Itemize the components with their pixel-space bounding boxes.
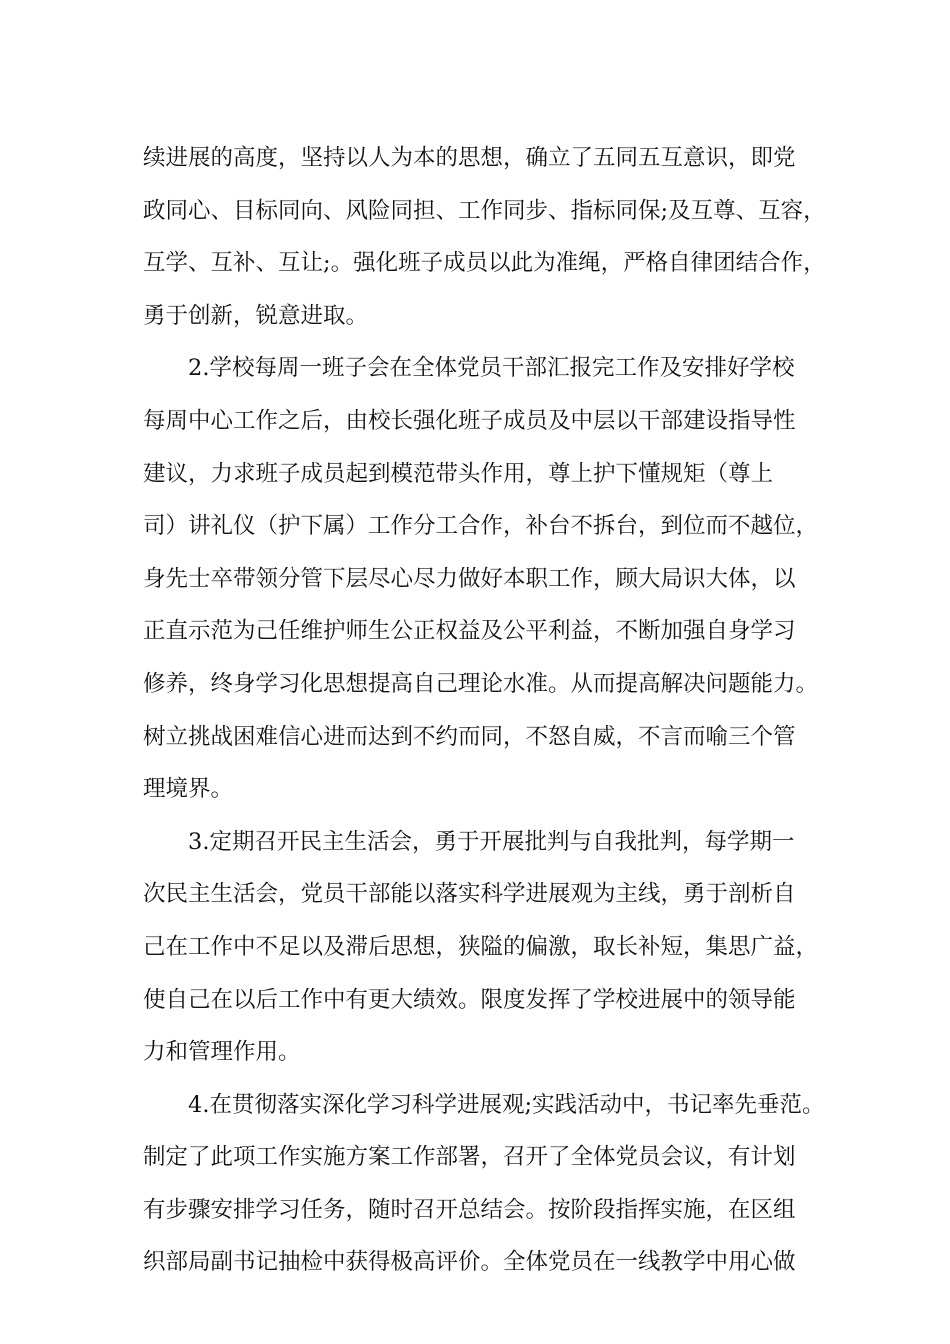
text-line: 力和管理作用。 xyxy=(143,1039,301,1066)
paragraph-3-first-line: 3.定期召开民主生活会，勇于开展批判与自我批判，每学期一 xyxy=(188,828,795,855)
text-line: 正直示范为己任维护师生公正权益及公平利益，不断加强自身学习 xyxy=(143,618,796,645)
text-line: 每周中心工作之后，由校长强化班子成员及中层以干部建设指导性 xyxy=(143,407,796,434)
text-line: 续进展的高度，坚持以人为本的思想，确立了五同五互意识，即党 xyxy=(143,145,796,171)
text-line: 互学、互补、互让;。强化班子成员以此为准绳，严格自律团结合作， xyxy=(143,250,826,277)
text-line: 司）讲礼仪（护下属）工作分工合作，补台不拆台，到位而不越位， xyxy=(143,513,819,540)
text-line: 政同心、目标同向、风险同担、工作同步、指标同保;及互尊、互容， xyxy=(143,197,826,224)
paragraph-2-first-line: 2.学校每周一班子会在全体党员干部汇报完工作及安排好学校 xyxy=(188,355,795,382)
text-line: 织部局副书记抽检中获得极高评价。全体党员在一线教学中用心做 xyxy=(143,1249,796,1276)
paragraph-4-first-line: 4.在贯彻落实深化学习科学进展观;实践活动中，书记率先垂范。 xyxy=(188,1091,825,1118)
text-line: 次民主生活会，党员干部能以落实科学进展观为主线，勇于剖析自 xyxy=(143,881,796,908)
text-line: 制定了此项工作实施方案工作部署，召开了全体党员会议，有计划 xyxy=(143,1144,796,1171)
text-line: 树立挑战困难信心进而达到不约而同，不怒自威，不言而喻三个管 xyxy=(143,723,796,750)
text-line: 建议，力求班子成员起到模范带头作用，尊上护下懂规矩（尊上 xyxy=(143,460,774,487)
text-line: 理境界。 xyxy=(143,776,234,803)
text-line: 身先士卒带领分管下层尽心尽力做好本职工作，顾大局识大体，以 xyxy=(143,565,796,592)
text-line: 使自己在以后工作中有更大绩效。限度发挥了学校进展中的领导能 xyxy=(143,986,796,1013)
text-line: 己在工作中不足以及滞后思想，狭隘的偏激，取长补短，集思广益， xyxy=(143,933,819,960)
text-line: 有步骤安排学习任务，随时召开总结会。按阶段指挥实施，在区组 xyxy=(143,1196,796,1223)
body-text xyxy=(143,132,826,1289)
text-line: 勇于创新，锐意进取。 xyxy=(143,302,369,329)
text-line: 修养，终身学习化思想提高自己理论水准。从而提高解决问题能力。 xyxy=(143,670,819,697)
